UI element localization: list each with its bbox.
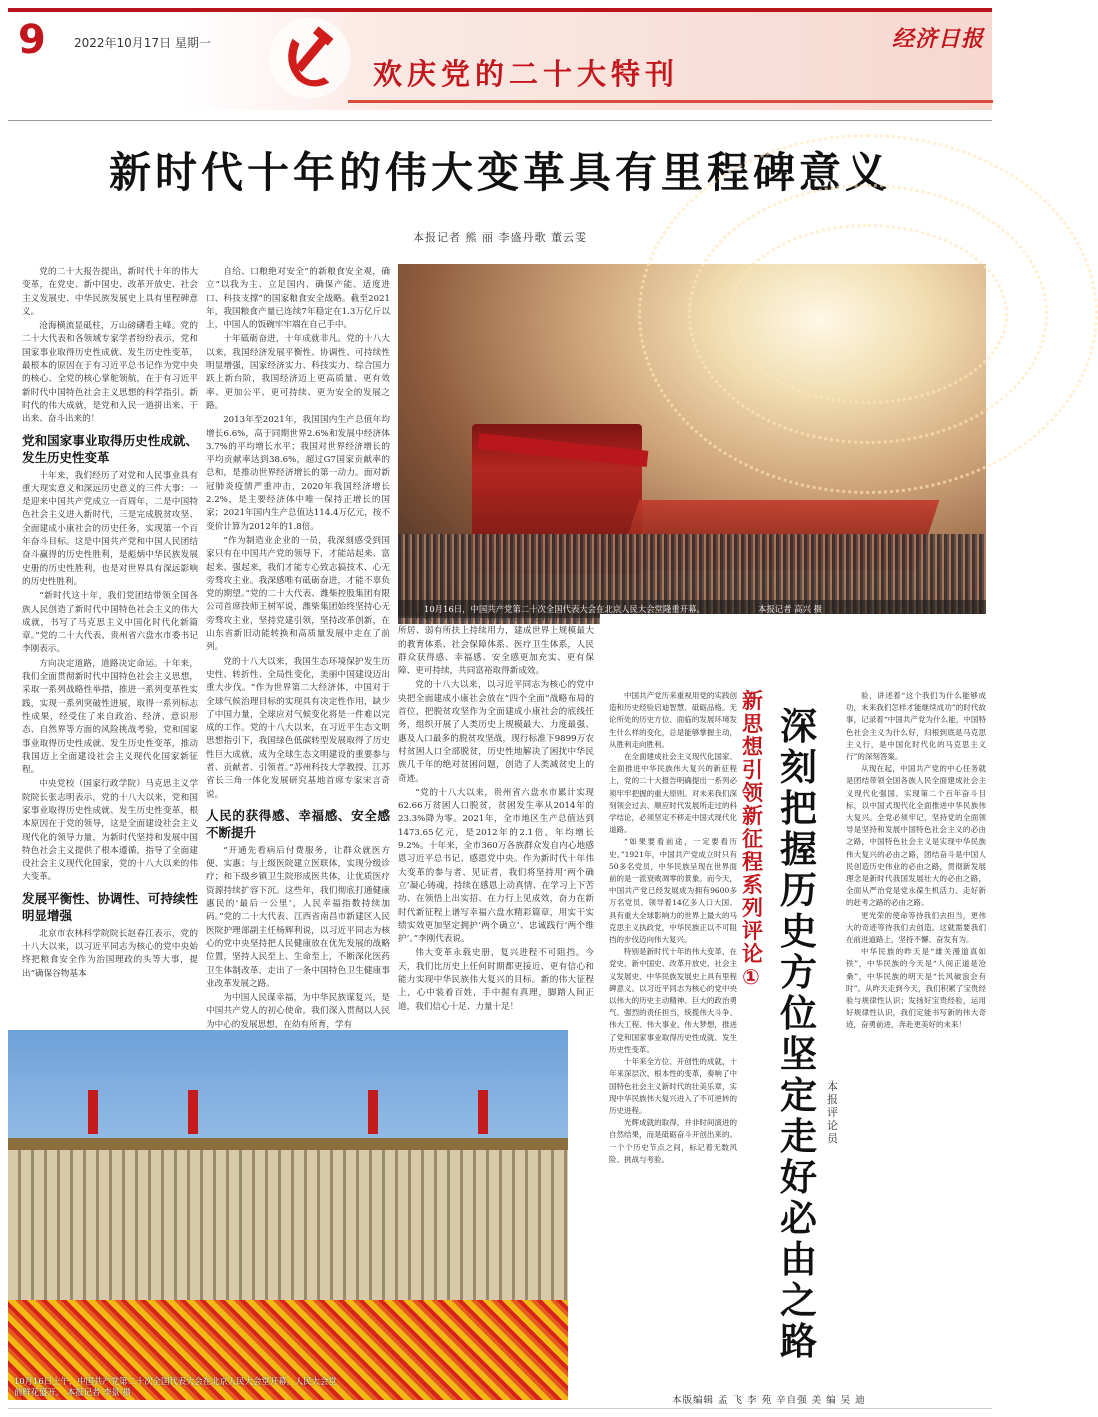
paragraph: 党的二十大报告提出，新时代十年的伟大变革，在党史、新中国史、改革开放史、社会主义发展史、中华民族发展史上具有里程碑意义。 (22, 267, 198, 317)
building-facade (8, 1150, 568, 1300)
paragraph: “党的十八大以来，贵州省六盘水市累计实现62.66万贫困人口脱贫，贫困发生率从2014年的23.3%降为零。2021年，全市地区生产总值达到1473.65亿元，是2012年的2.1倍，年均增长9.2%。十年来，全市360万各族群众发自内心地感恩习近平总书记、感恩党中央。作为新时代十年伟大变革的参与者、见证者，我们将坚持用‘两个确立’凝心铸魂，持续在感恩上动真情、在学习上下苦功、在领悟上出实招、在力行上见成效，奋力在新时代新征程上谱写幸福六盘水精彩篇章，用实干实绩实效更加坚定拥护‘两个确立’、忠诚践行‘两个维护’。”李刚代表说。 (398, 787, 594, 945)
subheading: 党和国家事业取得历史性成就、发生历史性变革 (22, 432, 198, 465)
paragraph: 验，讲述着“这个我们为什么能够成功，未来我们怎样才能继续成功”的时代故事，记录着“中国共产党为什么能，中国特色社会主义为什么好，归根到底是马克思主义行，是中国化时代化的马克思主义行”的深刻答案。 (846, 691, 986, 762)
commentary-title: 深刻把握历史方位 坚定走好必由之路 (780, 704, 817, 1363)
article-column-3 (398, 612, 594, 1012)
page-editors: 本版编辑 孟 飞 李 苑 辛自强 美 编 吴 迪 (672, 1395, 866, 1406)
paragraph: 2013年至2021年，我国国内生产总值年均增长6.6%，高于同期世界2.6%和发展中经济体3.7%的平均增长水平；我国对世界经济增长的平均贡献率达到38.6%，超过G7国家贡献率的总和，是推动世界经济增长的第一动力。面对新冠肺炎疫情严重冲击，2020年我国经济增长2.2%，是主要经济体中唯一保持正增长的国家；2021年国内生产总值达114.4万亿元，按不变价计算为2012年的1.8倍。 (206, 415, 390, 532)
page-number: 9 (18, 17, 46, 63)
paragraph: 光辉成就的取得，并非时间演进的自然结果，而是砥砺奋斗开创出来的。一个个历史节点之间，标记着无数风险、挑战与考验。 (609, 1118, 737, 1164)
paragraph: 中华民族的昨天是“雄关漫道真如铁”，中华民族的今天是“人间正道是沧桑”，中华民族的明天是“长风破浪会有时”。从昨天走到今天，我们积累了宝贵经验与规律性认识；发扬好宝贵经验，运用好规律性认识，我们定能书写新的伟大奇迹，奋勇前进，奔赴更美好的未来！ (846, 947, 986, 1030)
paragraph: 所教、劳有所得、病有所医、老有所养、住有所居、弱有所扶上持续用力，建成世界上规模最大的教育体系、社会保障体系、医疗卫生体系，人民群众获得感、幸福感、安全感更加充实、更有保障、更可持续，共同富裕取得新成效。 (398, 613, 594, 677)
paragraph: 沧海横流显砥柱，万山磅礴看主峰。党的二十大代表和各领域专家学者纷纷表示，党和国家事业取得历史性成就、发生历史性变革，最根本的原因在于有习近平总书记作为党中央的核心、全党的核心掌舵领航，在于有习近平新时代中国特色社会主义思想的科学指引。新时代的伟大成就，是党和人民一道拼出来、干出来、奋斗出来的！ (22, 321, 198, 425)
photo-congress-hall (398, 264, 986, 616)
flag-icon (368, 1090, 378, 1134)
paragraph: 十年来，我们经历了对党和人民事业具有重大现实意义和深远历史意义的三件大事：一是迎来中国共产党成立一百周年，二是中国特色社会主义进入新时代，三是完成脱贫攻坚、全面建成小康社会的历史任务，实现第一个百年奋斗目标。这是中国共产党和中国人民团结奋斗赢得的历史性胜利，是彪炳中华民族发展史册的历史性胜利，也是对世界具有深远影响的历史性胜利。 (22, 470, 198, 587)
header-top-rule (8, 8, 992, 12)
paragraph: 党的十八大以来，我国生态环境保护发生历史性、转折性、全局性变化，美丽中国建设迈出重大步伐。“作为世界第二大经济体，中国对于全球气候治理目标的实现具有决定性作用，缺少了中国力量，全球应对气候变化将是一件难以完成的工作。党的十八大以来，在习近平生态文明思想指引下，我国绿色低碳转型发展取得了历史性巨大成就，成为全球生态文明建设的重要参与者、贡献者、引领者。”苏州科技大学教授、江苏省长三角一体化发展研究基地首席专家宋言奇说。 (206, 656, 390, 800)
paragraph: 为中国人民谋幸福，为中华民族谋复兴，是中国共产党人的初心使命。我们深入贯彻以人民为中心的发展思想，在幼有所育，学有 (206, 993, 390, 1030)
paragraph: 自给、口粮绝对安全”的新粮食安全观，确立“以我为主、立足国内、确保产能、适度进口、科技支撑”的国家粮食安全战略。截至2021年，我国粮食产量已连续7年稳定在1.3万亿斤以上，中国人的饭碗牢牢端在自己手中。 (206, 267, 390, 331)
photo-caption: 10月16日，中国共产党第二十次全国代表大会在北京人民大会堂隆重开幕。 (424, 604, 705, 614)
paragraph: “作为制造业企业的一员，我深刻感受到国家只有在中国共产党的领导下，才能站起来、富起来、强起来，我们才能专心致志搞技术、心无旁骛攻主业。我深感唯有砥砺奋进，才能不辜负党的期望。”党的二十大代表、潍柴控股集团有限公司首席技师王树军说，潍柴集团始终坚持心无旁骛攻主业，坚持党建引领，坚持改革创新，在山东省新旧动能转换和高质量发展中走在了前列。 (206, 535, 390, 653)
newspaper-masthead: 经济日报 (891, 26, 984, 52)
paragraph: 十年来全方位、开创性的成就，十年来深层次、根本性的变革，奏响了中国特色社会主义新时代的壮美乐章，实现中华民族伟大复兴进入了不可逆转的历史进程。 (609, 1057, 737, 1115)
paragraph: 十年砥砺奋进，十年成就非凡。党的十八大以来，我国经济发展平衡性、协调性、可持续性明显增强，国家经济实力、科技实力、综合国力跃上新台阶，我国经济迈上更高质量、更有效率、更加公平、更可持续、更为安全的发展之路。 (206, 334, 390, 411)
party-emblem-icon (266, 14, 354, 102)
subheading: 人民的获得感、幸福感、安全感不断提升 (206, 807, 390, 840)
article-byline: 本报记者 熊 丽 李盛丹歌 董云雯 (413, 231, 587, 244)
page-header (8, 8, 992, 110)
commentary-series-label: 新思想引领新征程系列评论① (742, 689, 763, 989)
paragraph: 在全面建成社会主义现代化国家、全面推进中华民族伟大复兴的新征程上，党的二十大报告明确提出一系列必须牢牢把握的重大原则。对未来我们深刻领会过去、顺应时代发展所走过的科学结论，必须坚定不移走中国式现代化道路。 (609, 752, 737, 835)
paragraph: “开通先看病后付费服务，让群众就医方便、实惠；与上级医院建立医联体，实现分级诊疗；和下级乡镇卫生院形成医共体，让优质医疗资源持续扩容下沉。这些年，我们彻底打通健康惠民的‘最后一公里’，人民幸福指数持续加码。”党的二十大代表、江西省南昌市新建区人民医院护理部副主任杨辉利说，以习近平同志为核心的党中央坚持把人民健康放在优先发展的战略位置，坚持人民至上、生命至上，不断深化医药卫生体制改革，走出了一条中国特色卫生健康事业改革发展之路。 (206, 845, 390, 989)
issue-date: 2022年10月17日 星期一 (74, 36, 211, 50)
commentary-column-left (609, 690, 737, 1390)
paragraph: 从现在起，中国共产党的中心任务就是团结带领全国各族人民全面建成社会主义现代化强国、实现第二个百年奋斗目标，以中国式现代化全面推进中华民族伟大复兴。全党必须牢记，坚持党的全面领导是坚持和发展中国特色社会主义的必由之路，中国特色社会主义是实现中华民族伟大复兴的必由之路，团结奋斗是中国人民创造历史伟业的必由之路，贯彻新发展理念是新时代我国发展壮大的必由之路，全面从严治党是党永葆生机活力、走好新的赶考之路的必由之路。 (846, 764, 986, 908)
special-title-underline (348, 100, 993, 103)
footer-divider (8, 1408, 992, 1409)
paragraph: “如果要看前途，一定要看历史。”1921年，中国共产党成立时只有50多名党员，中华民族呈现在世界面前的是一派衰败凋零的景象。而今天，中国共产党已经发展成为拥有9600多万名党员、领导着14亿多人口大国、具有重大全球影响力的世界上最大的马克思主义执政党，中华民族正以不可阻挡的步伐迈向伟大复兴。 (609, 837, 737, 945)
photo-caption: 10月16日上午，中国共产党第二十次全国代表大会在北京人民大会堂开幕。人民大会堂前鲜花盛开。 (14, 1376, 337, 1397)
paragraph: 北京市农林科学院院长赵春江表示，党的十八大以来，以习近平同志为核心的党中央始终把粮食安全作为治国理政的头等大事，提出“确保谷物基本 (22, 928, 198, 979)
paragraph: 伟大变革永载史册，复兴进程不可阻挡。今天，我们比历史上任何时期都更接近、更有信心和能力实现中华民族伟大复兴的目标。新的伟大征程上，心中装着百姓，手中握有真理，脚踏人间正道，我们信心十足、力量十足！ (398, 948, 594, 1012)
paragraph: 特别是新时代十年的伟大变革，在党史、新中国史、改革开放史、社会主义发展史、中华民族发展史上具有里程碑意义。以习近平同志为核心的党中央以伟大的历史主动精神、巨大的政治勇气、强烈的责任担当，统揽伟大斗争、伟大工程、伟大事业、伟大梦想，推进了党和国家事业取得历史性成就、发生历史性变革。 (609, 947, 737, 1054)
article-headline: 新时代十年的伟大变革具有里程碑意义 (108, 148, 891, 197)
photo-great-hall-exterior (8, 1030, 568, 1400)
paragraph: 中央党校（国家行政学院）马克思主义学院院长张志明表示，党的十八大以来，党和国家事业取得历史性成就、发生历史性变革，根本原因在于党的领导，这是全面建设社会主义现代化的领导力量，为新时代坚持和发展中国特色社会主义提供了根本遵循，指导了全面建设社会主义现代化国家，党的十八大以来的伟大变革。 (22, 779, 198, 883)
special-issue-title: 欢庆党的二十大特刊 (373, 57, 680, 91)
paragraph: 更光荣的使命等待我们去担当，更伟大的奇迹等待我们去创造。这就需要我们在前进道路上，坚持不懈、奋发有为。 (846, 910, 986, 945)
paragraph: 中国共产党历来重视用党的实践创造和历史经验启迪智慧、砥砺品格。无论所处的历史方位、面临的发展环境发生什么样的变化，总是能够掌握主动，从胜利走向胜利。 (609, 691, 737, 749)
subheading: 发展平衡性、协调性、可持续性明显增强 (22, 890, 198, 923)
flag-icon (88, 1090, 98, 1134)
article-column-1 (22, 266, 198, 1006)
photo-caption-exterior (14, 1376, 344, 1398)
paragraph: 党的十八大以来，以习近平同志为核心的党中央把全面建成小康社会放在“四个全面”战略布局的首位，把脱贫攻坚作为全面建成小康社会的底线任务，组织开展了人类历史上规模最大、力度最强、惠及人口最多的脱贫攻坚战，现行标准下9899万农村贫困人口全部脱贫，历史性地解决了困扰中华民族几千年的绝对贫困问题，创造了人类减贫史上的奇迹。 (398, 680, 594, 784)
flag-icon (478, 1090, 488, 1134)
paragraph: 方向决定道路，道路决定命运。十年来，我们全面贯彻新时代中国特色社会主义思想，采取一系列战略性举措，推进一系列变革性实践，实现一系列突破性进展，取得一系列标志性成果，经受住了来自政治、经济、意识形态、自然界等方面的风险挑战考验，党和国家事业取得历史性成就、发生历史性变革，推动我国迈上全面建设社会主义现代化国家新征程。 (22, 658, 198, 776)
photo-credit: 本报记者 李景 摄 (66, 1387, 131, 1397)
photo-credit: 本报记者 高兴 摄 (758, 604, 822, 614)
paragraph: “新时代这十年，我们党团结带领全国各族人民创造了新时代中国特色社会主义的伟大成就，书写了马克思主义中国化时代化新篇章。”党的二十大代表、贵州省六盘水市委书记李刚表示。 (22, 591, 198, 655)
flag-icon (188, 1090, 198, 1134)
ceiling-ring (638, 134, 1098, 494)
header-divider (8, 120, 992, 121)
commentary-author: 本报评论员 (827, 1080, 838, 1145)
article-column-2 (206, 266, 390, 1030)
commentary-column-right (846, 690, 986, 1358)
